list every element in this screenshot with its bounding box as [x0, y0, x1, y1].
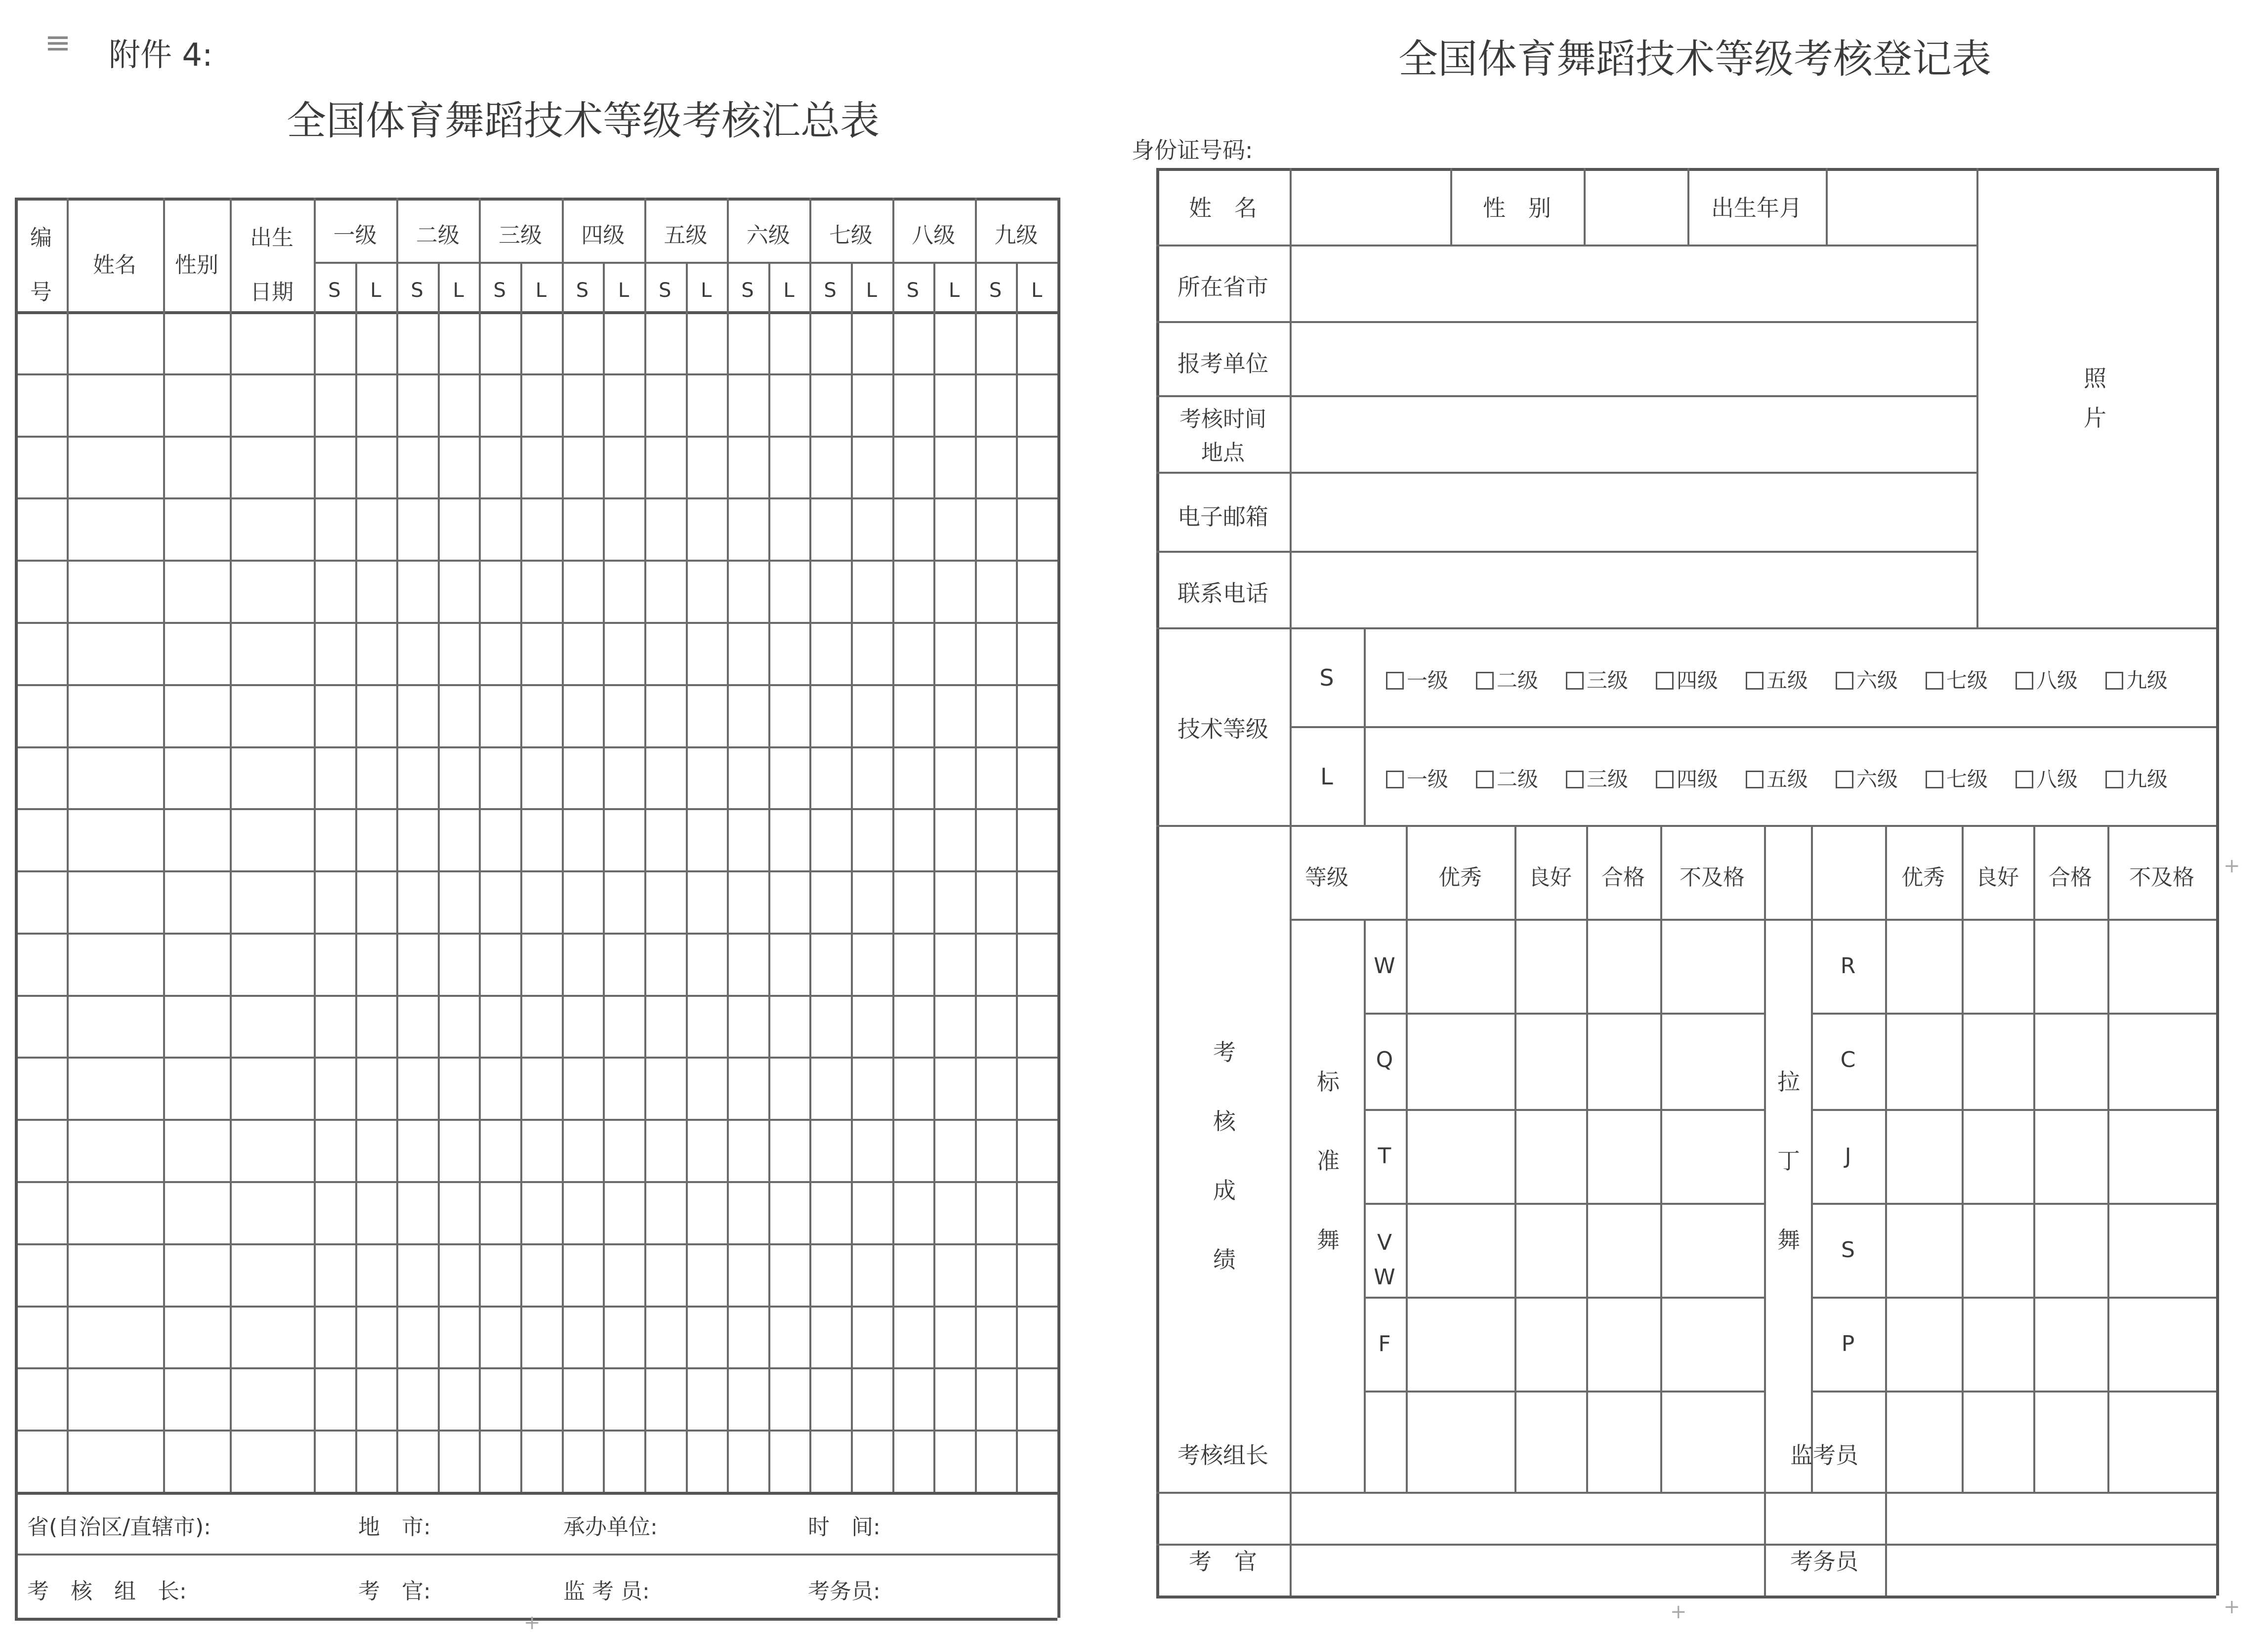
sl-column-line: [1016, 262, 1018, 1492]
grade-col-line: [1586, 825, 1588, 1492]
header-s: S: [906, 279, 920, 302]
register-row-line: [1156, 627, 2216, 629]
photo-label: 照: [2084, 365, 2106, 392]
checkbox-icon[interactable]: [1836, 771, 1853, 788]
birth-line: [1687, 168, 1689, 245]
header-level-6: 六级: [746, 223, 790, 248]
checkbox-icon[interactable]: [1566, 672, 1584, 690]
grid-line: [1406, 825, 1408, 1492]
grade-col-line: [1962, 825, 1964, 1492]
header-level-8: 八级: [912, 223, 956, 248]
dance-label-2: W: [1374, 1265, 1395, 1290]
footer-line: [15, 1554, 1057, 1556]
table-row-line: [15, 497, 1057, 499]
checkbox-icon[interactable]: [1386, 672, 1404, 690]
header-no: 编: [30, 225, 52, 250]
level-option-label: 五级: [1766, 767, 1808, 791]
level-option-label: 四级: [1677, 668, 1719, 693]
level-checkbox[interactable]: [1836, 664, 1898, 694]
level-option-label: 二级: [1497, 767, 1539, 791]
grade-label: 合格: [2049, 865, 2092, 890]
label-row: 所在省市: [1177, 274, 1268, 300]
label-examiner: 考 官: [1189, 1548, 1257, 1575]
grade-label: 不及格: [1680, 865, 1745, 890]
label-gender: 性 别: [1483, 195, 1551, 221]
level-checkbox[interactable]: [1656, 664, 1718, 694]
header-level-1: 一级: [333, 223, 377, 248]
grade-col-line: [1764, 825, 1766, 1492]
level-checkbox[interactable]: [1746, 664, 1808, 694]
assessment-bottom-line: [1156, 1492, 2216, 1494]
resize-handle-icon[interactable]: +: [2224, 1596, 2240, 1618]
header-s: S: [824, 279, 837, 302]
dance-label: T: [1378, 1144, 1391, 1169]
grade-label: 不及格: [2129, 865, 2194, 890]
table-row-line: [15, 436, 1057, 438]
level-column-line: [892, 198, 894, 1492]
footer-field: 监 考 员:: [563, 1579, 650, 1604]
grade-col-line: [2107, 825, 2109, 1492]
table-row-line: [15, 870, 1057, 872]
header-s: S: [576, 279, 589, 302]
dance-row-line: [1811, 1013, 2216, 1015]
table-body-bottom: [15, 1492, 1057, 1495]
header-level-7: 七级: [829, 223, 873, 248]
level-checkbox[interactable]: [1746, 763, 1808, 793]
level-option-label: 一级: [1407, 668, 1449, 693]
level-column-line: [562, 198, 564, 1492]
label-leader: 考核组长: [1177, 1442, 1268, 1469]
id-number-label: 身份证号码:: [1132, 137, 1253, 164]
dance-label: R: [1840, 953, 1856, 979]
label-row: 电子邮箱: [1177, 503, 1268, 530]
level-column-line: [809, 198, 811, 1492]
label-l: L: [1320, 763, 1333, 790]
checkbox-icon[interactable]: [1566, 771, 1584, 788]
grid-line: [1364, 919, 1366, 1492]
dance-row-line: [1811, 1391, 2216, 1393]
checkbox-icon[interactable]: [1476, 771, 1494, 788]
label-tech-level: 技术等级: [1177, 716, 1268, 742]
register-row-line: [1156, 245, 1976, 246]
label-s: S: [1319, 664, 1334, 691]
grid-line: [1811, 825, 1813, 1492]
level-option-label: 三级: [1587, 767, 1629, 791]
tech-sl-line: [1364, 627, 1366, 825]
header-s: S: [493, 279, 506, 302]
annex-label: 附件 4:: [109, 37, 213, 74]
header-s: S: [989, 279, 1002, 302]
label-latin-dance: 拉丁舞: [1777, 1068, 1800, 1253]
level-option-label: 七级: [1946, 668, 1988, 693]
label-row: 联系电话: [1177, 580, 1268, 607]
table-row-line: [15, 995, 1057, 997]
grade-label: 优秀: [1901, 865, 1945, 890]
header-s: S: [658, 279, 672, 302]
table-row-line: [15, 1367, 1057, 1369]
level-option-label: 六级: [1856, 668, 1898, 693]
register-bottom-border: [1156, 1596, 2216, 1598]
level-option-label: 二级: [1497, 668, 1539, 693]
tech-bottom-line: [1156, 825, 2216, 827]
grade-col-line: [2033, 825, 2035, 1492]
birth-value-line: [1826, 168, 1828, 245]
grade-col-line: [1885, 825, 1887, 1492]
column-line: [230, 198, 232, 1492]
checkbox-icon[interactable]: [1926, 771, 1943, 788]
table-row-line: [15, 622, 1057, 624]
table-row-line: [15, 560, 1057, 562]
checkbox-icon[interactable]: [1476, 672, 1494, 690]
level-column-line: [975, 198, 977, 1492]
checkbox-icon[interactable]: [2105, 771, 2123, 788]
tech-divider: [1290, 726, 2216, 728]
grade-header-line: [1290, 919, 2216, 921]
dance-label: W: [1374, 953, 1395, 979]
level-option-label: 九级: [2126, 668, 2168, 693]
header-level-3: 三级: [499, 223, 543, 248]
checkbox-icon[interactable]: [1746, 672, 1764, 690]
label-time-place-2: 地点: [1201, 440, 1245, 465]
dance-row-line: [1364, 1391, 1764, 1393]
footer-field: 时 间:: [808, 1515, 881, 1540]
table-row-line: [15, 1306, 1057, 1308]
level-option-label: 一级: [1407, 767, 1449, 791]
level-option-label: 五级: [1766, 668, 1808, 693]
header-bottom-border: [15, 311, 1057, 314]
header-l: L: [701, 279, 712, 302]
header-l: L: [370, 279, 381, 302]
dance-row-line: [1811, 1297, 2216, 1299]
table-row-line: [15, 1119, 1057, 1121]
dance-label: Q: [1376, 1047, 1393, 1072]
level-column-line: [644, 198, 646, 1492]
label-birth: 出生年月: [1711, 195, 1802, 221]
table-right-border: [1057, 198, 1060, 1618]
header-l: L: [948, 279, 960, 302]
level-checkbox[interactable]: [2016, 763, 2078, 793]
column-line: [163, 198, 165, 1492]
checkbox-icon[interactable]: [1656, 672, 1674, 690]
label-proctor: 监考员: [1790, 1442, 1858, 1469]
footer-field: 地 市:: [358, 1515, 431, 1540]
header-birth-2: 日期: [250, 280, 294, 305]
header-s: S: [328, 279, 341, 302]
table-row-line: [15, 1243, 1057, 1245]
gender-line: [1584, 168, 1586, 245]
register-row-line: [1156, 551, 1976, 553]
register-top-border: [1156, 168, 2216, 171]
level-column-line: [727, 198, 729, 1492]
register-title: 全国体育舞蹈技术等级考核登记表: [1398, 36, 1991, 82]
table-row-line: [15, 746, 1057, 748]
level-option-label: 三级: [1587, 668, 1629, 693]
level-checkbox[interactable]: [2016, 664, 2078, 694]
level-checkbox[interactable]: [1656, 763, 1718, 793]
level-checkbox[interactable]: [1476, 664, 1538, 694]
grade-label: 合格: [1601, 865, 1645, 890]
dance-label: V: [1377, 1230, 1392, 1255]
header-l: L: [866, 279, 877, 302]
dance-row-line: [1811, 1203, 2216, 1205]
checkbox-icon[interactable]: [2105, 672, 2123, 690]
level-option-label: 七级: [1946, 767, 1988, 791]
register-right-border: [2216, 168, 2219, 1596]
level-option-label: 四级: [1677, 767, 1719, 791]
label-time-place: 考核时间: [1179, 407, 1266, 432]
header-gender: 性别: [175, 252, 218, 278]
sl-column-line: [851, 262, 853, 1492]
dance-row-line: [1364, 1013, 1764, 1015]
level-option-label: 八级: [2036, 668, 2078, 693]
header-level-5: 五级: [664, 223, 708, 248]
header-l: L: [453, 279, 464, 302]
add-row-icon-left[interactable]: +: [524, 1611, 541, 1634]
register-row-line: [1156, 321, 1976, 323]
table-row-line: [15, 373, 1057, 375]
level-checkbox[interactable]: [1386, 763, 1448, 793]
level-column-line: [479, 198, 481, 1492]
dance-row-line: [1364, 1203, 1764, 1205]
register-row-line: [1156, 472, 1976, 474]
dance-row-line: [1364, 1297, 1764, 1299]
table-row-line: [15, 1430, 1057, 1432]
grade-label: 良好: [1975, 865, 2019, 890]
sl-column-line: [933, 262, 935, 1492]
dance-label: J: [1845, 1144, 1851, 1169]
table-row-line: [15, 808, 1057, 810]
level-option-label: 九级: [2126, 767, 2168, 791]
level-checkbox[interactable]: [1836, 763, 1898, 793]
summary-title: 全国体育舞蹈技术等级考核汇总表: [287, 98, 880, 144]
label-column-line: [1290, 168, 1292, 1596]
footer-field: 承办单位:: [563, 1515, 658, 1540]
annex-icon: ≡: [44, 25, 71, 61]
photo-column-line: [1976, 168, 1978, 627]
sl-column-line: [355, 262, 357, 1492]
column-line: [314, 198, 316, 1492]
column-line: [67, 198, 69, 1492]
dance-label: S: [1841, 1237, 1855, 1263]
header-s: S: [411, 279, 423, 302]
level-checkbox[interactable]: [1566, 763, 1628, 793]
level-checkbox[interactable]: [1386, 664, 1448, 694]
footer-field: 考务员:: [808, 1579, 881, 1604]
label-clerk: 考务员: [1790, 1548, 1858, 1575]
level-checkbox[interactable]: [1926, 664, 1988, 694]
label-standard-dance: 标准舞: [1317, 1068, 1340, 1253]
sl-column-line: [768, 262, 770, 1492]
label-assessment: 考核成绩: [1213, 1039, 1236, 1273]
table-row-line: [15, 684, 1057, 686]
table-row-line: [15, 1181, 1057, 1183]
photo-label-2: 片: [2084, 405, 2106, 431]
header-level-2: 二级: [416, 223, 460, 248]
header-level-9: 九级: [994, 223, 1038, 248]
grade-col-line: [1514, 825, 1516, 1492]
sl-column-line: [686, 262, 688, 1492]
table-row-line: [15, 933, 1057, 935]
header-birth: 出生: [250, 225, 294, 250]
level-checkbox[interactable]: [1926, 763, 1988, 793]
register-row-line: [1156, 395, 1976, 397]
dance-label: P: [1841, 1331, 1855, 1356]
checkbox-icon[interactable]: [1746, 771, 1764, 788]
level-checkbox[interactable]: [1476, 763, 1538, 793]
table-top-border: [15, 198, 1057, 201]
header-s: S: [741, 279, 754, 302]
table-left-border: [15, 198, 18, 1618]
level-checkbox[interactable]: [2105, 664, 2168, 694]
register-left-border: [1156, 168, 1159, 1596]
label-name: 姓 名: [1189, 195, 1257, 221]
sl-column-line: [520, 262, 522, 1492]
dance-row-line: [1811, 1109, 2216, 1111]
dance-label: C: [1840, 1047, 1856, 1072]
label-grade: 等级: [1305, 865, 1348, 890]
level-option-label: 八级: [2036, 767, 2078, 791]
level-checkbox[interactable]: [2105, 763, 2168, 793]
dance-row-line: [1364, 1109, 1764, 1111]
checkbox-icon[interactable]: [1656, 771, 1674, 788]
sl-column-line: [438, 262, 440, 1492]
footer-field: 省(自治区/直辖市):: [27, 1515, 211, 1540]
label-row: 报考单位: [1177, 350, 1268, 377]
footer-field: 考 核 组 长:: [27, 1579, 187, 1604]
grade-col-line: [1660, 825, 1662, 1492]
add-row-icon[interactable]: +: [1670, 1600, 1687, 1623]
table-row-line: [15, 1057, 1057, 1059]
header-l: L: [618, 279, 630, 302]
move-handle-icon[interactable]: +: [2224, 855, 2240, 877]
header-l: L: [535, 279, 547, 302]
level-option-label: 六级: [1856, 767, 1898, 791]
header-l: L: [1031, 279, 1043, 302]
header-level-4: 四级: [581, 223, 625, 248]
header-no-2: 号: [30, 280, 52, 305]
level-checkbox[interactable]: [1566, 664, 1628, 694]
header-l: L: [783, 279, 795, 302]
header-name: 姓名: [93, 252, 136, 278]
name-gender-line: [1450, 168, 1452, 245]
grade-label: 良好: [1528, 865, 1572, 890]
dance-label: F: [1378, 1331, 1391, 1356]
checkbox-icon[interactable]: [1836, 672, 1853, 690]
bottom-row-line: [1156, 1544, 2216, 1546]
grade-label: 优秀: [1438, 865, 1482, 890]
checkbox-icon[interactable]: [1386, 771, 1404, 788]
sl-column-line: [603, 262, 605, 1492]
checkbox-icon[interactable]: [2016, 672, 2033, 690]
level-column-line: [396, 198, 398, 1492]
checkbox-icon[interactable]: [2016, 771, 2033, 788]
checkbox-icon[interactable]: [1926, 672, 1943, 690]
footer-field: 考 官:: [358, 1579, 431, 1604]
